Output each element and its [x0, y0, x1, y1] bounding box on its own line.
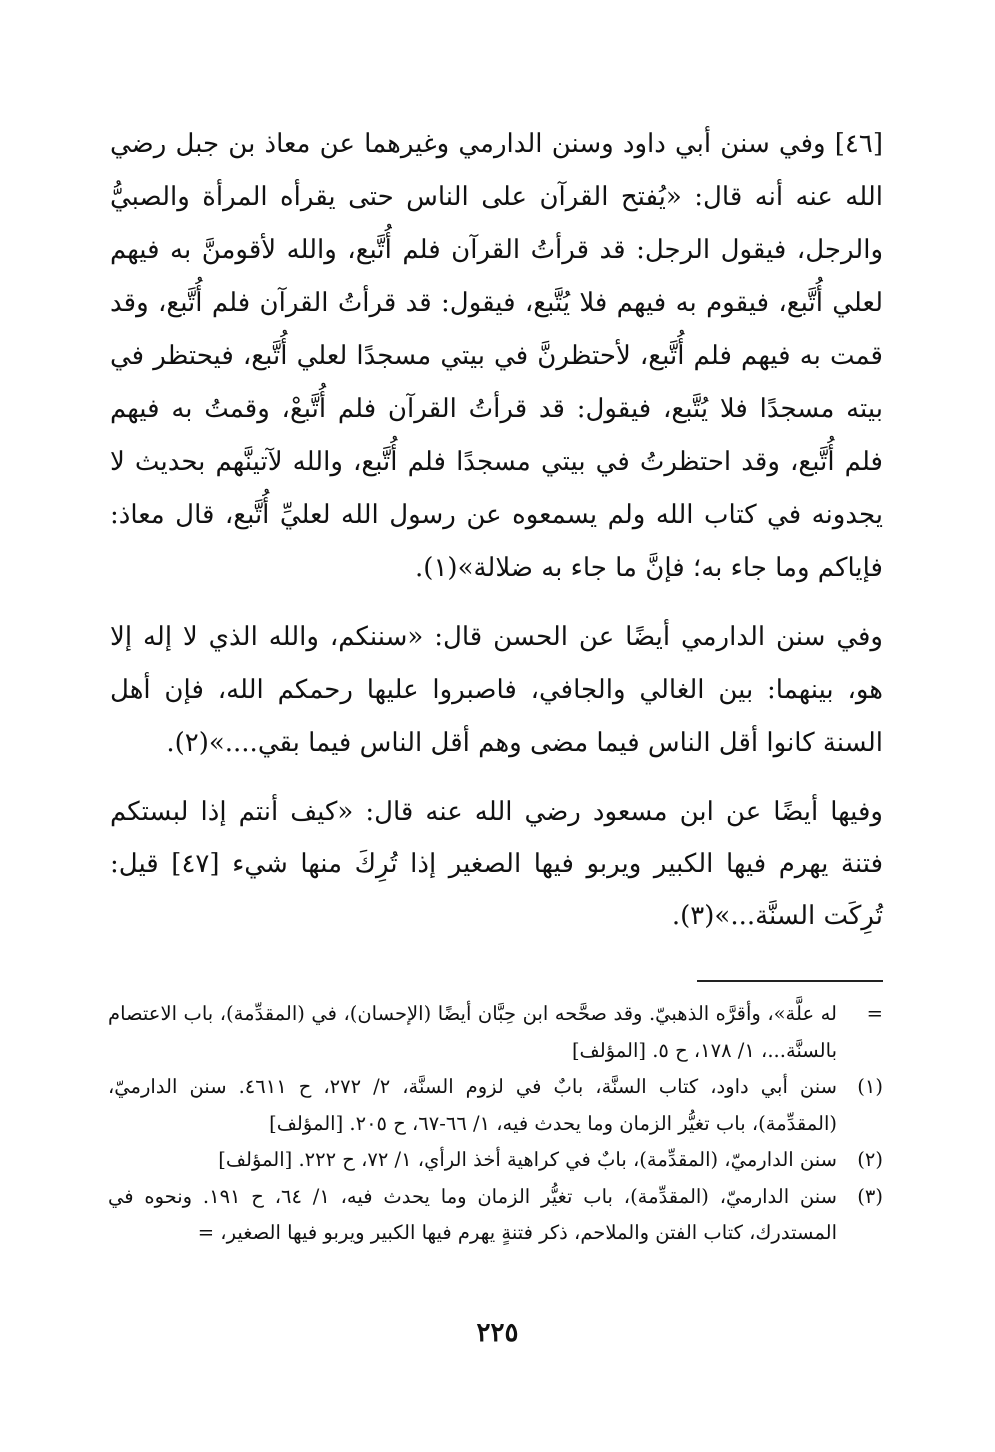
footnote-text: سنن أبي داود، كتاب السنَّة، بابٌ في لزوم السنَّة، ٢/ ٢٧٢، ح ٤٦١١. سنن الدارميّ، (المقدِّمة)، باب تغيُّر الزمان وما يحدث فيه، ١/ ٦٦-٦٧، ح ٢٠٥. [المؤلف]	[108, 1075, 837, 1135]
footnote-text: له علَّة»، وأقرَّه الذهبيّ. وقد صحَّحه ابن حِبَّان أيضًا (الإحسان)، في (المقدِّمة)، باب الاعتصام بالسنَّة...، ١/ ١٧٨، ح ٥. [المؤلف]	[108, 1002, 837, 1062]
footnote-mark: (١)	[857, 1075, 883, 1098]
page-number: ٢٢٥	[476, 1318, 519, 1348]
paragraph-ibn-masud: وفيها أيضًا عن ابن مسعود رضي الله عنه قال: «كيف أنتم إذا لبستكم فتنة يهرم فيها الكبير ويربو فيها الصغير إذا تُرِكَ منها شيء [٤٧] قيل: تُرِكَت السنَّة...»(٣).	[110, 797, 883, 931]
footnote-3	[108, 1179, 883, 1252]
footnote-text: سنن الدارميّ، (المقدِّمة)، بابٌ في كراهية أخذ الرأي، ١/ ٧٢، ح ٢٢٢. [المؤلف]	[218, 1148, 837, 1171]
footnote-continuation	[108, 996, 883, 1069]
footnote-separator	[697, 980, 883, 982]
footnote-mark: (٣)	[857, 1184, 883, 1208]
footnote-1	[108, 1069, 883, 1142]
footnotes	[108, 996, 883, 1252]
main-text	[110, 118, 883, 958]
footnote-2	[108, 1142, 883, 1179]
footnote-mark: (٢)	[857, 1148, 883, 1171]
paragraph-hadith-46: [٤٦] وفي سنن أبي داود وسنن الدارمي وغيرهما عن معاذ بن جبل رضي الله عنه أنه قال: «يُفتح القرآن على الناس حتى يقرأه المرأة والصبيُّ والرجل، فيقول الرجل: قد قرأتُ القرآن فلم أُتَّبع، والله لأقومنَّ به فيهم لعلي أُتَّبع، فيقوم به فيهم فلا يُتَّبع، فيقول: قد قرأتُ القرآن فلم أُتَّبع، وقد قمت به فيهم فلم أُتَّبع، لأحتظرنَّ في بيتي مسجدًا لعلي أُتَّبع، فيحتظر في بيته مسجدًا فلا يُتَّبع، فيقول: قد قرأتُ القرآن فلم أُتَّبعْ، وقمتُ به فيهم فلم أُتَّبع، وقد احتظرتُ في بيتي مسجدًا فلم أُتَّبع، والله لآتينَّهم بحديث لا يجدونه في كتاب الله ولم يسمعوه عن رسول الله لعليِّ أُتَّبع، قال معاذ: فإياكم وما جاء به؛ فإنَّ ما جاء به ضلالة»(١).	[110, 129, 883, 583]
footnote-text: سنن الدارميّ، (المقدِّمة)، باب تغيُّر الزمان وما يحدث فيه، ١/ ٦٤، ح ١٩١. ونحوه في المستدرك، كتاب الفتن والملاحم، ذكر فتنةٍ يهرم فيها الكبير ويربو فيها الصغير، =	[108, 1184, 837, 1244]
paragraph-darimi-hasan: وفي سنن الدارمي أيضًا عن الحسن قال: «سننكم، والله الذي لا إله إلا هو، بينهما: بين الغالي والجافي، فاصبروا عليها رحمكم الله، فإن أهل السنة كانوا أقل الناس فيما مضى وهم أقل الناس فيما بقي....»(٢).	[110, 622, 883, 758]
footnote-mark: =	[866, 1002, 883, 1025]
